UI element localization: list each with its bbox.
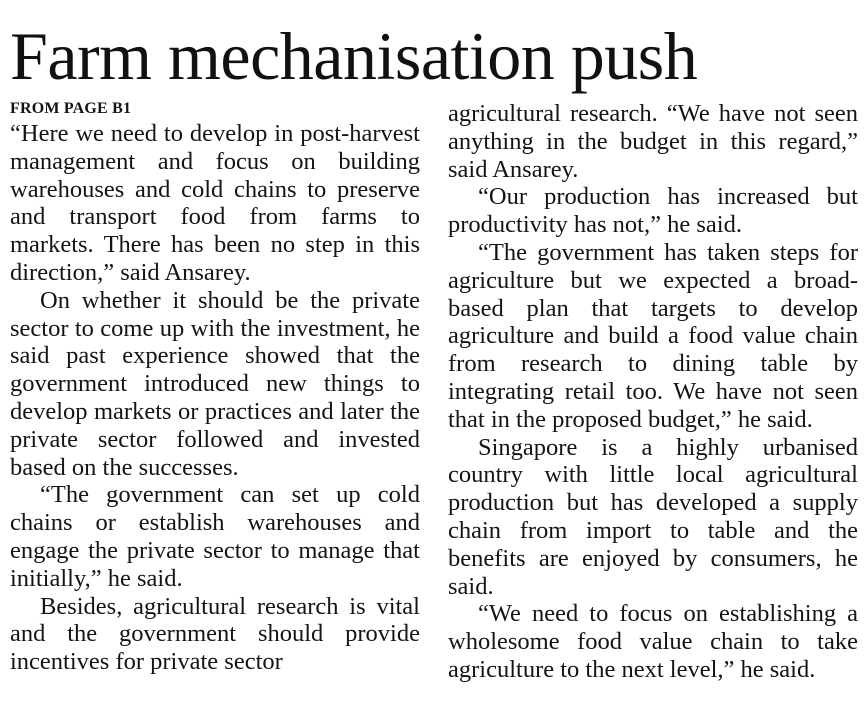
- kicker-label: FROM PAGE B1: [10, 100, 132, 117]
- paragraph: “The government has taken steps for agriculture but we expected a broad-based plan that targets to develop agriculture and build a food value chain from research to dining table by integrating retail too. We have not seen that in the proposed budget,” he said.: [448, 238, 858, 433]
- paragraph: “We need to focus on establishing a wholesome food value chain to take agriculture to the next level,” he said.: [448, 600, 858, 683]
- paragraph: “The government can set up cold chains or establish warehouses and engage the private sector to manage that initially,” he said.: [10, 481, 420, 592]
- paragraph: “Our production has increased but productivity has not,” he said.: [448, 183, 858, 239]
- paragraph: On whether it should be the private sector to come up with the investment, he said past experience showed that the government introduced new things to develop markets or practices and later the private sector followed and invested based on the successes.: [10, 286, 420, 481]
- headline: Farm mechanisation push: [10, 18, 698, 94]
- paragraph: agricultural research. “We have not seen anything in the budget in this regard,” said Ansarey.: [448, 100, 858, 183]
- article-column-right: [448, 100, 858, 684]
- paragraph: Besides, agricultural research is vital and the government should provide incentives for private sector: [10, 592, 420, 676]
- paragraph: “Here we need to develop in post-harvest management and focus on building warehouses and cold chains to preserve and transport food from farms to markets. There has been no step in this direction,” said Ansarey.: [10, 120, 420, 286]
- paragraph: Singapore is a highly urbanised country with little local agricultural production but has developed a supply chain from import to table and the benefits are enjoyed by consumers, he said.: [448, 433, 858, 600]
- article-column-left: [10, 100, 420, 676]
